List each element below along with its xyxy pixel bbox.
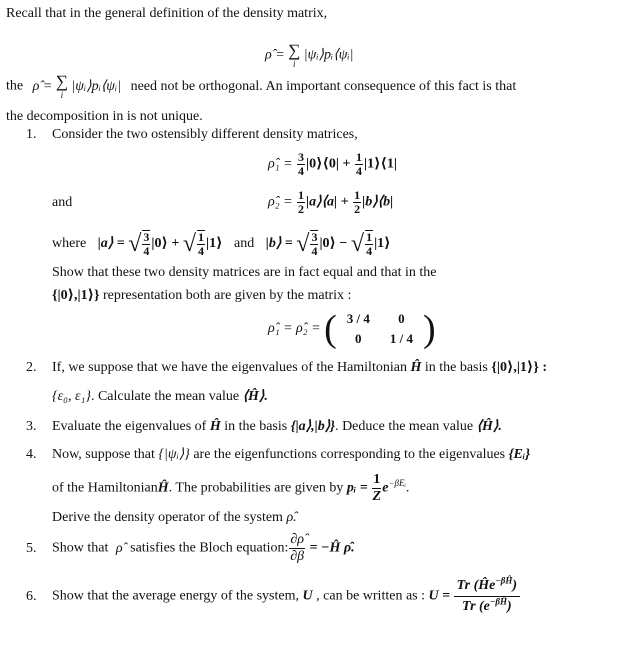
eq-lhs: ρ̂ = (32, 78, 53, 94)
sqrt-sign: √ (296, 231, 310, 257)
den: 4 (198, 244, 205, 258)
ket-b-lhs: |b⟩ = (265, 236, 293, 252)
term: |0⟩ + (151, 236, 180, 252)
text: . (405, 480, 410, 496)
item-number: 6. (26, 589, 37, 604)
show-line: Show that these two density matrices are in fact equal and that in the (52, 265, 437, 280)
num: ∂ρ̂ (290, 532, 305, 547)
item-1-text: Consider the two ostensibly different density matrices, (52, 127, 358, 142)
item-2-line-1 (52, 359, 547, 377)
sqrt (183, 230, 206, 258)
fraction (297, 151, 305, 178)
num: 1 (354, 188, 361, 202)
lhs: ρ̂₂ = (268, 194, 293, 210)
basis: {|a⟩,|b⟩} (290, 419, 336, 434)
exponent: −βEᵢ (388, 478, 406, 489)
item-3-line (52, 418, 502, 436)
text: satisfies the Bloch equation: (130, 540, 289, 556)
item-5-line (52, 532, 355, 565)
den: ∂β (290, 549, 305, 564)
den: 4 (366, 244, 373, 258)
rho1-equation (268, 151, 397, 178)
item-number: 5. (26, 541, 37, 556)
and-label: and (52, 195, 73, 210)
fraction (353, 189, 361, 216)
sum-symbol (56, 73, 68, 100)
text: If, we suppose that we have the eigenvalues of the Hamiltonian (52, 360, 407, 375)
eq-rhs: |ψᵢ⟩pᵢ⟨ψᵢ| (71, 78, 122, 94)
num: 1 (198, 230, 205, 244)
ket-a-lhs: |a⟩ = (97, 236, 125, 252)
item-number: 4. (26, 447, 37, 462)
term: |1⟩ (374, 236, 391, 252)
basis: {|0⟩,|1⟩} (52, 288, 100, 303)
sqrt-sign: √ (128, 231, 142, 257)
text: . Calculate the mean value (90, 389, 240, 404)
den: 2 (298, 202, 305, 216)
item-2-line-2 (52, 388, 268, 406)
hamiltonian: Ĥ (410, 360, 422, 375)
numerator-row (454, 576, 521, 597)
fraction (365, 230, 373, 258)
left-paren: ( (324, 308, 337, 350)
term: |a⟩⟨a| + (306, 194, 349, 210)
intro-line: Recall that in the general definition of the density matrix, (6, 6, 328, 21)
fraction (197, 230, 205, 258)
item-4-line-3 (52, 509, 297, 527)
num: 1 (373, 472, 381, 487)
item-number: 3. (26, 419, 37, 434)
text: Now, suppose that (52, 447, 155, 462)
sigma: ∑ (55, 72, 68, 91)
num: 3 (143, 230, 150, 244)
text: Derive the density operator of the system (52, 510, 283, 525)
exponent: −βĤ (495, 575, 513, 586)
matrix-equation (268, 308, 436, 350)
den: 4 (298, 164, 305, 178)
eq-rhs: |ψᵢ⟩pᵢ⟨ψᵢ| (303, 47, 354, 63)
hamiltonian: Ĥ (157, 480, 169, 496)
hamiltonian: Ĥ (209, 419, 221, 434)
matrix (324, 308, 436, 350)
where-line (52, 230, 391, 258)
eigenvalues: {ε₀, ε₁} (52, 389, 91, 404)
num: 1 (298, 188, 305, 202)
item-4-line-1 (52, 446, 530, 464)
lhs: ρ̂₁ = (268, 156, 293, 172)
paren: ) (512, 578, 518, 593)
eigenfunctions: {|ψᵢ⟩} (158, 447, 190, 462)
sqrt-sign: √ (350, 231, 365, 257)
matrix-cell: 0 (355, 331, 362, 346)
text: Show that (52, 540, 109, 556)
where-label: where (52, 236, 87, 252)
representation-line (52, 287, 351, 305)
term: |1⟩⟨1| (364, 156, 397, 172)
inline-formula (32, 72, 125, 100)
lhs: ρ̂₁ = ρ̂₂ = (268, 321, 321, 337)
sqrt (296, 230, 319, 258)
intro-line-3: the decomposition in is not unique. (6, 109, 203, 124)
text: . The probabilities are given by (168, 480, 344, 496)
text: in the basis (224, 419, 288, 434)
sigma: ∑ (288, 41, 301, 60)
text: Show that the average energy of the system, (52, 588, 300, 604)
numerator: Tr (Ĥe (456, 578, 496, 593)
item-number: 1. (26, 127, 37, 142)
text: . Deduce the mean value (335, 419, 474, 434)
mean-value: ⟨Ĥ⟩. (476, 419, 502, 434)
fraction (355, 151, 363, 178)
fraction (297, 189, 305, 216)
rho2-equation (268, 189, 393, 216)
text: Evaluate the eigenvalues of (52, 419, 207, 434)
sqrt (128, 230, 151, 258)
text: need not be orthogonal. An important consequence of this fact is that (130, 78, 517, 94)
item-6-line (52, 576, 520, 617)
denominator: Tr (e (462, 599, 490, 614)
sum-index: i (292, 59, 296, 69)
matrix-cell: 3 / 4 (346, 311, 370, 326)
eigenvalues: {Eᵢ} (508, 447, 531, 462)
den: 2 (354, 202, 361, 216)
term: |b⟩⟨b| (362, 194, 394, 210)
sum-index: i (60, 90, 64, 100)
text: are the eigenfunctions corresponding to the eigenvalues (193, 447, 506, 462)
rhs: = −Ĥ ρ̂. (309, 540, 355, 556)
matrix-cell: 0 (398, 311, 405, 326)
density-matrix-definition (265, 42, 353, 69)
derivative (289, 532, 305, 565)
denominator-row (462, 597, 512, 617)
term: |1⟩ (206, 236, 223, 252)
term: |0⟩⟨0| + (306, 156, 351, 172)
exp-base: e (382, 480, 389, 496)
num: 1 (366, 230, 373, 244)
probability-lhs: pᵢ = (346, 480, 368, 496)
rho: ρ̂. (286, 510, 297, 525)
eq-lhs: ρ̂ = (265, 47, 285, 63)
term: |0⟩ − (319, 236, 348, 252)
den: 4 (311, 244, 318, 258)
mean-value: ⟨Ĥ⟩. (242, 389, 268, 404)
sqrt-sign: √ (182, 231, 197, 257)
den: 4 (143, 244, 150, 258)
num: 1 (356, 150, 362, 164)
intro-line-2 (6, 73, 516, 100)
den: Z (372, 489, 381, 504)
item-number: 2. (26, 360, 37, 375)
energy-fraction (454, 576, 521, 617)
text: of the Hamiltonian (52, 480, 158, 496)
sqrt (351, 230, 374, 258)
paren: ) (506, 599, 512, 614)
and-label: and (234, 236, 255, 252)
text: , can be written as : (316, 588, 425, 604)
item-4-line-2 (52, 472, 409, 505)
lhs: U = (428, 588, 451, 604)
num: 3 (298, 150, 305, 164)
right-paren: ) (422, 308, 436, 350)
fraction (310, 230, 318, 258)
rho: ρ̂ (115, 540, 123, 556)
den: 4 (356, 164, 362, 178)
fraction (142, 230, 150, 258)
text: in the basis (424, 360, 488, 375)
text: representation both are given by the matrix : (103, 288, 352, 303)
fraction (372, 472, 381, 505)
U-symbol: U (302, 588, 313, 604)
matrix-cell: 1 / 4 (389, 331, 413, 346)
basis: {|0⟩,|1⟩} : (491, 360, 548, 375)
num: 3 (311, 230, 318, 244)
text: the (6, 78, 24, 94)
sum-symbol (288, 42, 300, 69)
exponent: −βĤ (489, 596, 507, 607)
